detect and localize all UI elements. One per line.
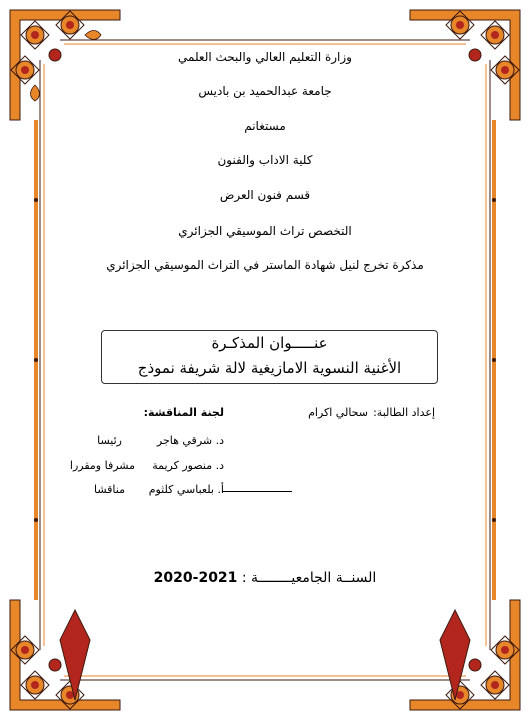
ministry-name: وزارة التعليم العالي والبحث العلمي: [178, 50, 352, 64]
thesis-title: الأغنية النسوية الامازيغية لالة شريفة نموذج: [137, 359, 402, 377]
specialty-name: التخصص تراث الموسيقي الجزائري: [178, 224, 352, 238]
committee-member-role: مناقشا: [94, 483, 125, 496]
city-name: مستغانم: [244, 119, 286, 133]
committee-label: لجنة المناقشة:: [143, 406, 224, 419]
committee-member-role: مشرفا ومقررا: [69, 459, 135, 472]
committee-member-name: د. شرقي هاجر: [156, 434, 224, 447]
university-name: جامعة عبدالحميد بن باديس: [198, 84, 332, 98]
committee-member-name: أ. بلعباسي كلثوم: [148, 483, 224, 496]
department-name: قسم فنون العرض: [219, 188, 311, 202]
corner-ornament-bottom-right: [410, 600, 520, 710]
corner-ornament-bottom-left: [10, 600, 120, 710]
academic-year-value: 2020-2021: [153, 570, 238, 586]
faculty-name: كلية الاداب والفنون: [217, 153, 313, 167]
title-heading: عنـــــوان المذكـرة: [211, 334, 328, 352]
corner-ornament-top-right: [410, 10, 520, 120]
student-name: سحالي اكرام: [308, 406, 368, 419]
academic-year-label: السنــة الجامعيــــــــة :: [241, 570, 377, 586]
corner-ornament-top-left: [10, 10, 120, 120]
academic-year: [140, 570, 390, 586]
title-box: [101, 330, 438, 384]
thesis-type: مذكرة تخرج لنيل شهادة الماستر في التراث الموسيقي الجزائري: [106, 258, 424, 272]
committee-member-role: رئيسا: [97, 434, 122, 447]
signature-line: [222, 491, 292, 492]
committee-member-name: د. منصور كريمة: [152, 459, 224, 472]
prepared-by-label: إعداد الطالبة:: [373, 406, 435, 419]
